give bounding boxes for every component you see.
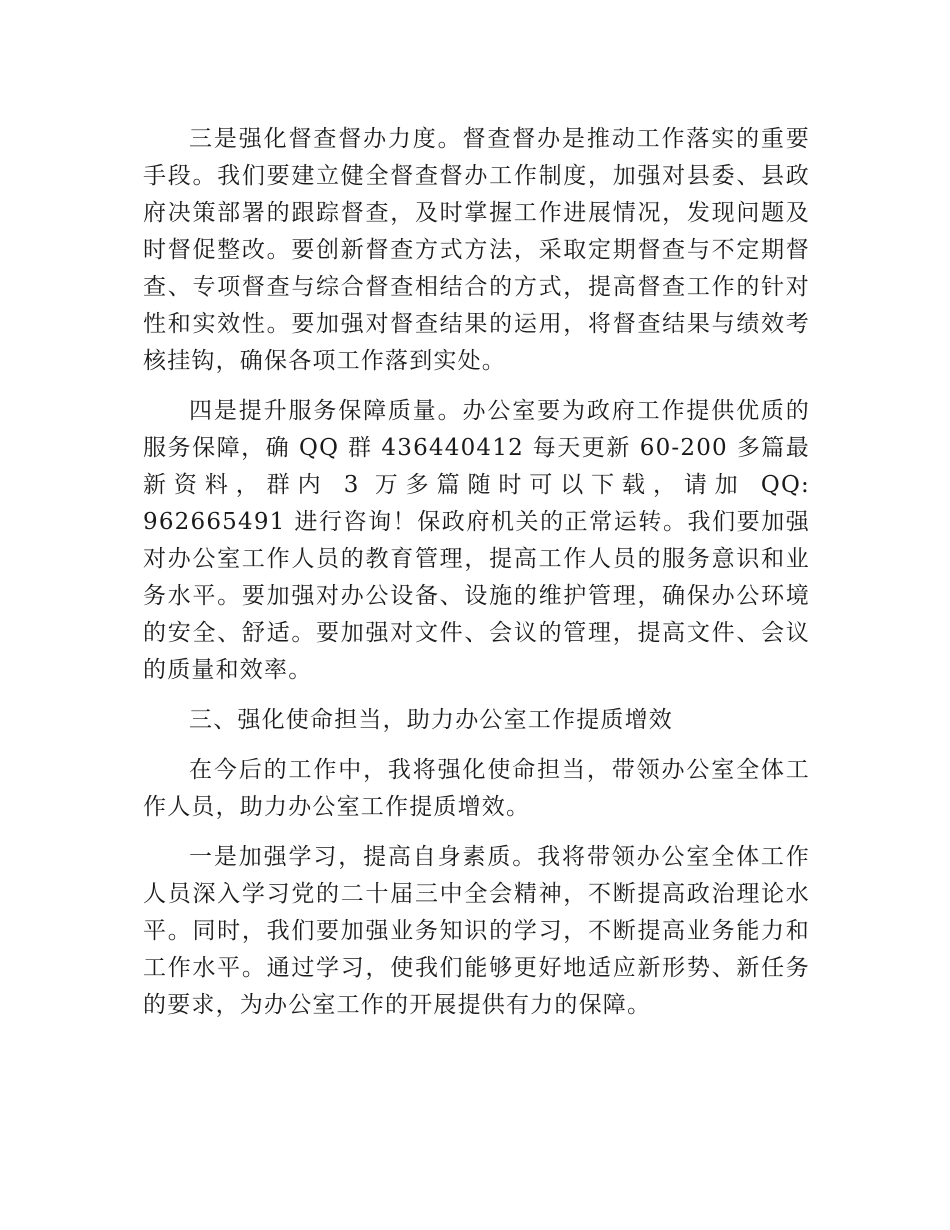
section-heading: 三、强化使命担当，助力办公室工作提质增效	[189, 707, 673, 733]
paragraph-future-work: 在今后的工作中，我将强化使命担当，带领办公室全体工作人员，助力办公室工作提质增效。	[143, 757, 810, 820]
document-page	[143, 121, 810, 1037]
paragraph-study: 一是加强学习，提高自身素质。我将带领办公室全体工作人员深入学习党的二十届三中全会精神，不断提高政治理论水平。同时，我们要加强业务知识的学习，不断提高业务能力和工作水平。通过学习，使我们能够更好地适应新形势、新任务的要求，为办公室工作的开展提供有力的保障。	[143, 844, 810, 1018]
paragraph-supervision: 三是强化督查督办力度。督查督办是推动工作落实的重要手段。我们要建立健全督查督办工作制度，加强对县委、县政府决策部署的跟踪督查，及时掌握工作进展情况，发现问题及时督促整改。要创新督查方式方法，采取定期督查与不定期督查、专项督查与综合督查相结合的方式，提高督查工作的针对性和实效性。要加强对督查结果的运用，将督查结果与绩效考核挂钩，确保各项工作落到实处。	[143, 126, 810, 374]
paragraph-service-guarantee: 四是提升服务保障质量。办公室要为政府工作提供优质的服务保障，确 QQ 群 436440412 每天更新 60-200 多篇最新资料，群内 3 万多篇随时可以下载，请加 QQ: 962665491 进行咨询！保政府机关的正常运转。我们要加强对办公室工作人员的教育管理，提高工作人员的服务意识和业务水平。要加强对办公设备、设施的维护管理，确保办公环境的安全、舒适。要加强对文件、会议的管理，提高文件、会议的质量和效率。	[143, 398, 810, 683]
